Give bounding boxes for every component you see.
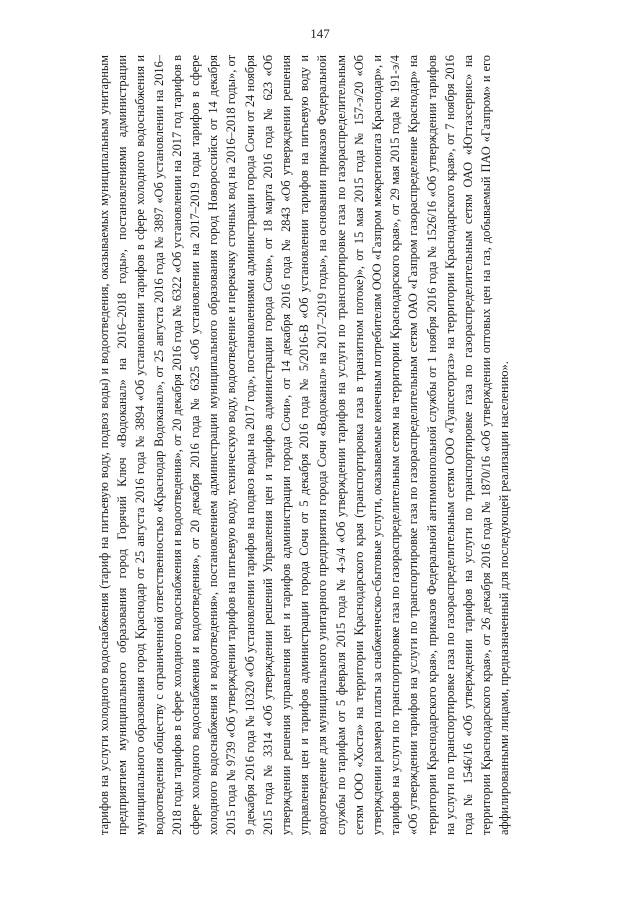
body-paragraph: тарифов на услуги холодного водоснабжения (тариф на питьевую воду, подвоз воды) и водоотведения, оказываемых муниципальным унитарным предприятием муниципального образования город Горячий Ключ «Водоканал» на 2016–2018 годы», постановлениями администрации муниципального образования город Краснодар от 25 августа 2016 года № 3894 «Об установлении тарифов в сфере холодного водоснабжения и водоотведения обществу с ограниченной ответственностью «Краснодар Водоканал», от 25 августа 2016 года № 3897 «Об установлении на 2016–2018 годы тарифов в сфере холодного водоснабжения и водоотведения», от 20 декабря 2016 года № 6322 «Об установлении на 2017 год тарифов в сфере холодного водоснабжения и водоотведения», от 20 декабря 2016 года № 6325 «Об установлении на 2017–2019 годы тарифов в сфере холодного водоснабжения и водоотведения», постановлением администрации муниципального образования город Новороссийск от 14 декабря 2015 года № 9739 «Об утверждении тарифов на питьевую воду, техническую воду, водоотведение и перекачку сточных вод на 2016–2018 годы», от 9 декабря 2016 года № 10320 «Об установлении тарифов на подвоз воды на 2017 год», постановлениями администрации города Сочи от 24 ноября 2015 года № 3314 «Об утверждении решений Управления цен и тарифов администрации города Сочи», от 18 марта 2016 года № 623 «Об утверждении решения управления цен и тарифов администрации города Сочи», от 14 декабря 2016 года № 2843 «Об утверждении решения управления цен и тарифов администрации города Сочи от 5 декабря 2016 года № 5/2016-В «Об установлении тарифов на питьевую воду и водоотведение для муниципального унитарного предприятия города Сочи «Водоканал» на 2017–2019 годы», на основании приказов Федеральной службы по тарифам от 5 февраля 2015 года № 4-э/4 «Об утверждении тарифов на услуги по транспортировке газа по газораспределительным сетям ООО «Хоста» на территории Краснодарского края (транспортировка газа в транзитном потоке)», от 15 мая 2015 года № 157-э/20 «Об утверждении размера платы за снабженческо-сбытовые услуги, оказываемые конечным потребителям ООО «Газпром межрегионгаз Краснодар», и тарифов на услуги по транспортировке газа по газораспределительным сетям на территории Краснодарского края», от 29 мая 2015 года № 191-э/4 «Об утверждении тарифов на услуги по транспортировке газа по газораспределительным сетям ОАО «Газпром газораспределение Краснодар» на территории Краснодарского края», приказов Федеральной антимонопольной службы от 1 ноября 2016 года № 1526/16 «Об утверждении тарифов на услуги по транспортировке газа по газораспределительным сетям ООО «Туапсегоргаз» на территории Краснодарского края», от 7 ноября 2016 года № 1546/16 «Об утверждении тарифов на услуги по транспортировке газа по газораспределительным сетям ОАО «Югтазсервис» на территории Краснодарского края», от 26 декабря 2016 года № 1870/16 «Об утверждении оптовых цен на газ, добываемый ПАО «Газпром» и его аффилированными лицами, предназначенный для последующей реализации населению». — [97, 55, 512, 835]
rotated-text-block — [95, 55, 547, 835]
page-number: 147 — [310, 26, 330, 41]
